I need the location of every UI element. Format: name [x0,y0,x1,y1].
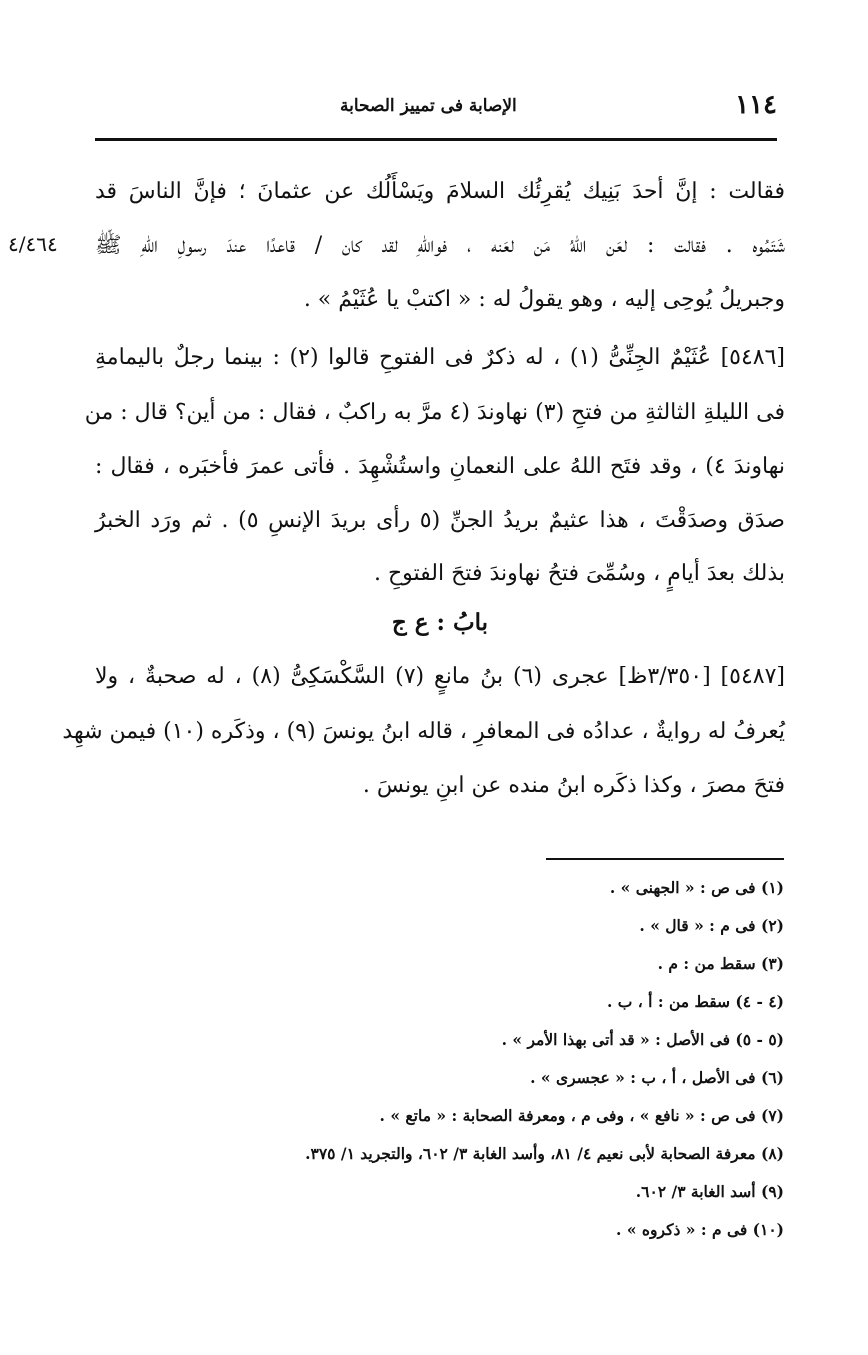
page-header [95,90,777,130]
footnote: (٣) سقط من : م . [657,954,784,973]
body-line: شَتَمُوه . فقالت : لعَن اللهُ مَن لعَنه ، فواللهِ لقد كان / قاعدًا عندَ رسولِ اللهِ ﷺ [95,233,785,258]
footnote: (٦) فى الأصل ، أ ، ب : « عجسرى » . [530,1068,784,1087]
body-line: وجبريلُ يُوحِى إليه ، وهو يقولُ له : « اكتبْ يا عُثَيْمُ » . [303,287,785,312]
body-line: فقالت : إنَّ أحدَ بَنِيك يُقرِئُك السلامَ ويَسْأَلُك عن عثمانَ ؛ فإنَّ الناسَ قد [95,179,785,204]
entry-5486-line: [٥٤٨٦] عُثَيْمٌ الجِنِّىُّ (١) ، له ذكرٌ فى الفتوحِ قالوا (٢) : بينما رجلٌ باليمامةِ [95,345,786,370]
footnote: (١٠) فى م : « ذكروه » . [616,1220,784,1239]
body-line: نهاوندَ ٤) ، وقد فتَح اللهُ على النعمانِ واستُشْهِدَ . فأتى عمرَ فأخبَره ، فقال : [95,454,785,479]
body-line: فى الليلةِ الثالثةِ من فتحِ (٣) نهاوندَ (٤ مرَّ به راكبٌ ، فقال : من أين؟ قال : من [84,400,785,425]
footnote: (٢) فى م : « قال » . [639,916,784,935]
body-line: بذلك بعدَ أيامٍ ، وسُمِّىَ فتحُ نهاوندَ فتحَ الفتوحِ . [373,561,785,586]
footnote: (٨) معرفة الصحابة لأبى نعيم ٤/ ٨١، وأسد الغابة ٣/ ٦٠٢، والتجريد ١/ ٣٧٥. [305,1144,784,1163]
body-line: فتحَ مصرَ ، وكذا ذكَره ابنُ منده عن ابنِ يونسَ . [362,773,785,798]
header-divider [95,138,777,141]
footnote: (١) فى ص : « الجهنى » . [609,878,784,897]
section-heading: بابُ : ع ج [391,609,489,636]
footnote: (٩) أسد الغابة ٣/ ٦٠٢. [635,1182,784,1201]
footnote-divider [546,858,784,860]
footnote: (٤ - ٤) سقط من : أ ، ب . [606,992,784,1011]
body-line: صدَق وصدَقْتَ ، هذا عثيمٌ بريدُ الجنِّ (٥ رأى بريدَ الإنسِ ٥) . ثم ورَد الخبرُ [95,508,785,533]
body-line: يُعرفُ له روايةٌ ، عدادُه فى المعافرِ ، قاله ابنُ يونسَ (٩) ، وذكَره (١٠) فيمن شهِد [62,719,785,744]
footnote: (٥ - ٥) فى الأصل : « قد أتى بهذا الأمر » . [501,1030,784,1049]
page-number: ١١٤ [735,90,777,120]
margin-volume-reference: ٤/٤٦٤ [8,232,58,256]
entry-5487-line: [٥٤٨٧] [٣/٣٥٠ظ] عجرى (٦) بنُ مانعٍ (٧) السَّكْسَكِىُّ (٨) ، له صحبةٌ ، ولا [95,664,785,689]
footnote: (٧) فى ص : « نافع » ، وفى م ، ومعرفة الصحابة : « ماتع » . [379,1106,784,1125]
running-title: الإصابة فى تمييز الصحابة [340,96,517,116]
